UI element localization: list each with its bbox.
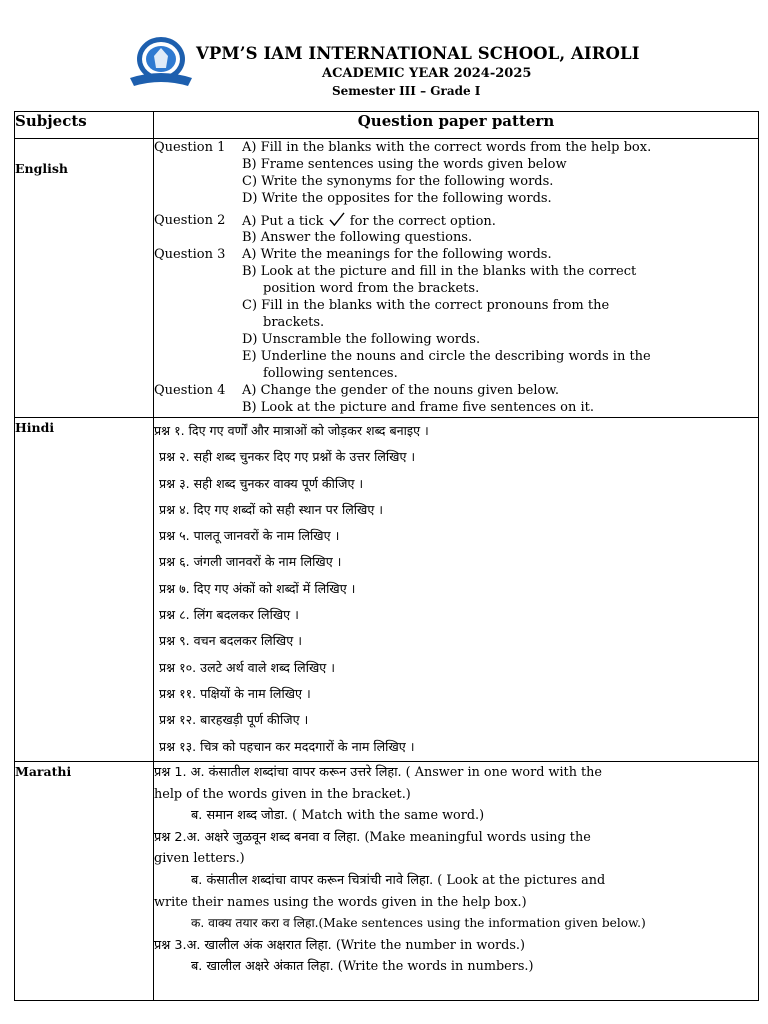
english-gloss: ( Answer in one word with the: [401, 765, 602, 780]
table-header-row: [15, 112, 759, 139]
list-item: D) Write the opposites for the following words.: [242, 191, 552, 206]
list-item: C) Fill in the blanks with the correct pronouns from the: [242, 298, 610, 313]
list-item: [154, 956, 758, 978]
list-item: position word from the brackets.: [263, 281, 480, 296]
question-pattern-table: [14, 111, 759, 1001]
list-item: प्रश्न १. दिए गए वर्णों और मात्राओं को जोड़कर शब्द बनाइए ।: [154, 423, 429, 438]
subject-english: English: [15, 139, 154, 418]
english-lines: [154, 139, 758, 417]
marathi-lines: [154, 762, 758, 1000]
list-item: A) Write the meanings for the following words.: [242, 247, 552, 262]
list-item: प्रश्न २. सही शब्द चुनकर दिए गए प्रश्नों के उत्तर लिखिए ।: [159, 449, 416, 465]
list-item: [154, 827, 758, 849]
english-gloss: (Write the number in words.): [331, 937, 525, 953]
list-item: [154, 805, 758, 827]
semester-grade: Semester III – Grade I: [332, 84, 481, 98]
english-q3-label: Question 3: [154, 247, 226, 262]
list-item: [154, 762, 758, 784]
list-item: प्रश्न ११. पक्षियों के नाम लिखिए ।: [159, 685, 311, 701]
list-item: प्रश्न ४. दिए गए शब्दों को सही स्थान पर लिखिए ।: [159, 501, 384, 517]
english-gloss: ( Match with the same word.): [288, 808, 485, 824]
list-item: प्रश्न ३. सही शब्द चुनकर वाक्य पूर्ण कीजिए ।: [159, 475, 364, 491]
pattern-column-header: Question paper pattern: [154, 112, 759, 139]
marathi-text: प्रश्न 3.अ. खालील अंक अक्षरात लिहा.: [154, 937, 332, 953]
english-gloss: (Make meaningful words using the: [360, 829, 591, 845]
list-item: [242, 212, 496, 230]
tick-instruction-pre: A) Put a tick: [242, 214, 324, 229]
list-item: प्रश्न ५. पालतू जानवरों के नाम लिखिए ।: [159, 528, 340, 544]
school-name: VPM’S IAM INTERNATIONAL SCHOOL, AIROLI: [196, 44, 640, 63]
list-item: [154, 913, 758, 935]
list-item: A) Fill in the blanks with the correct words from the help box.: [242, 140, 652, 155]
list-item: [154, 870, 758, 892]
list-item: D) Unscramble the following words.: [242, 332, 481, 347]
marathi-text: ब. खालील अक्षरे अंकात लिहा.: [191, 959, 334, 975]
list-item: following sentences.: [263, 366, 398, 381]
list-item: प्रश्न १२. बारहखड़ी पूर्ण कीजिए ।: [159, 712, 309, 728]
marathi-text: प्रश्न 1. अ. कंसातील शब्दांचा वापर करून उत्तरे लिहा.: [154, 765, 402, 780]
english-row: [15, 139, 759, 418]
marathi-text: ब. कंसातील शब्दांचा वापर करून चित्रांची नावे लिहा.: [191, 872, 434, 888]
hindi-row: [15, 418, 759, 762]
english-gloss: write their names using the words given in the help box.): [154, 894, 527, 910]
list-item: B) Look at the picture and frame five sentences on it.: [242, 400, 594, 415]
marathi-row: [15, 762, 759, 1001]
hindi-pattern-cell: [154, 418, 759, 762]
english-gloss: given letters.): [154, 851, 245, 867]
marathi-text: प्रश्न 2.अ. अक्षरे जुळवून शब्द बनवा व लिहा.: [154, 829, 361, 845]
english-gloss: (Make sentences using the information given below.): [318, 916, 646, 931]
list-item: [154, 784, 758, 806]
page-header: [0, 0, 768, 110]
list-item: प्रश्न ९. वचन बदलकर लिखिए ।: [159, 633, 302, 649]
list-item: [154, 935, 758, 957]
english-gloss: help of the words given in the bracket.): [154, 786, 411, 802]
list-item: brackets.: [263, 315, 325, 330]
list-item: A) Change the gender of the nouns given below.: [242, 383, 560, 398]
list-item: C) Write the synonyms for the following words.: [242, 174, 554, 189]
list-item: प्रश्न १०. उलटे अर्थ वाले शब्द लिखिए ।: [159, 659, 335, 675]
hindi-lines: [154, 418, 758, 761]
marathi-text: क. वाक्य तयार करा व लिहा.: [191, 916, 319, 931]
english-q2-label: Question 2: [154, 213, 226, 228]
academic-year: ACADEMIC YEAR 2024-2025: [322, 66, 532, 81]
list-item: B) Look at the picture and fill in the blanks with the correct: [242, 264, 637, 279]
subject-marathi: Marathi: [15, 762, 154, 1001]
list-item: B) Answer the following questions.: [242, 230, 473, 245]
list-item: प्रश्न ७. दिए गए अंकों को शब्दों में लिखिए ।: [159, 580, 356, 596]
school-logo-icon: [126, 34, 196, 90]
list-item: प्रश्न ६. जंगली जानवरों के नाम लिखिए ।: [159, 554, 342, 570]
english-q4-label: Question 4: [154, 383, 226, 398]
list-item: B) Frame sentences using the words given below: [242, 157, 567, 172]
list-item: E) Underline the nouns and circle the describing words in the: [242, 349, 651, 364]
tick-instruction-post: for the correct option.: [349, 214, 496, 229]
english-pattern-cell: [154, 139, 759, 418]
list-item: [154, 892, 758, 914]
list-item: प्रश्न १३. चित्र को पहचान कर मददगारों के नाम लिखिए ।: [159, 738, 415, 754]
tick-icon: [328, 212, 346, 226]
marathi-text: ब. समान शब्द जोडा.: [191, 808, 289, 824]
list-item: प्रश्न ८. लिंग बदलकर लिखिए ।: [159, 607, 299, 623]
subjects-column-header: Subjects: [15, 112, 154, 139]
marathi-pattern-cell: [154, 762, 759, 1001]
english-q1-label: Question 1: [154, 140, 226, 155]
subject-hindi: Hindi: [15, 418, 154, 762]
english-gloss: ( Look at the pictures and: [433, 872, 606, 888]
english-gloss: (Write the words in numbers.): [333, 959, 534, 975]
list-item: [154, 848, 758, 870]
